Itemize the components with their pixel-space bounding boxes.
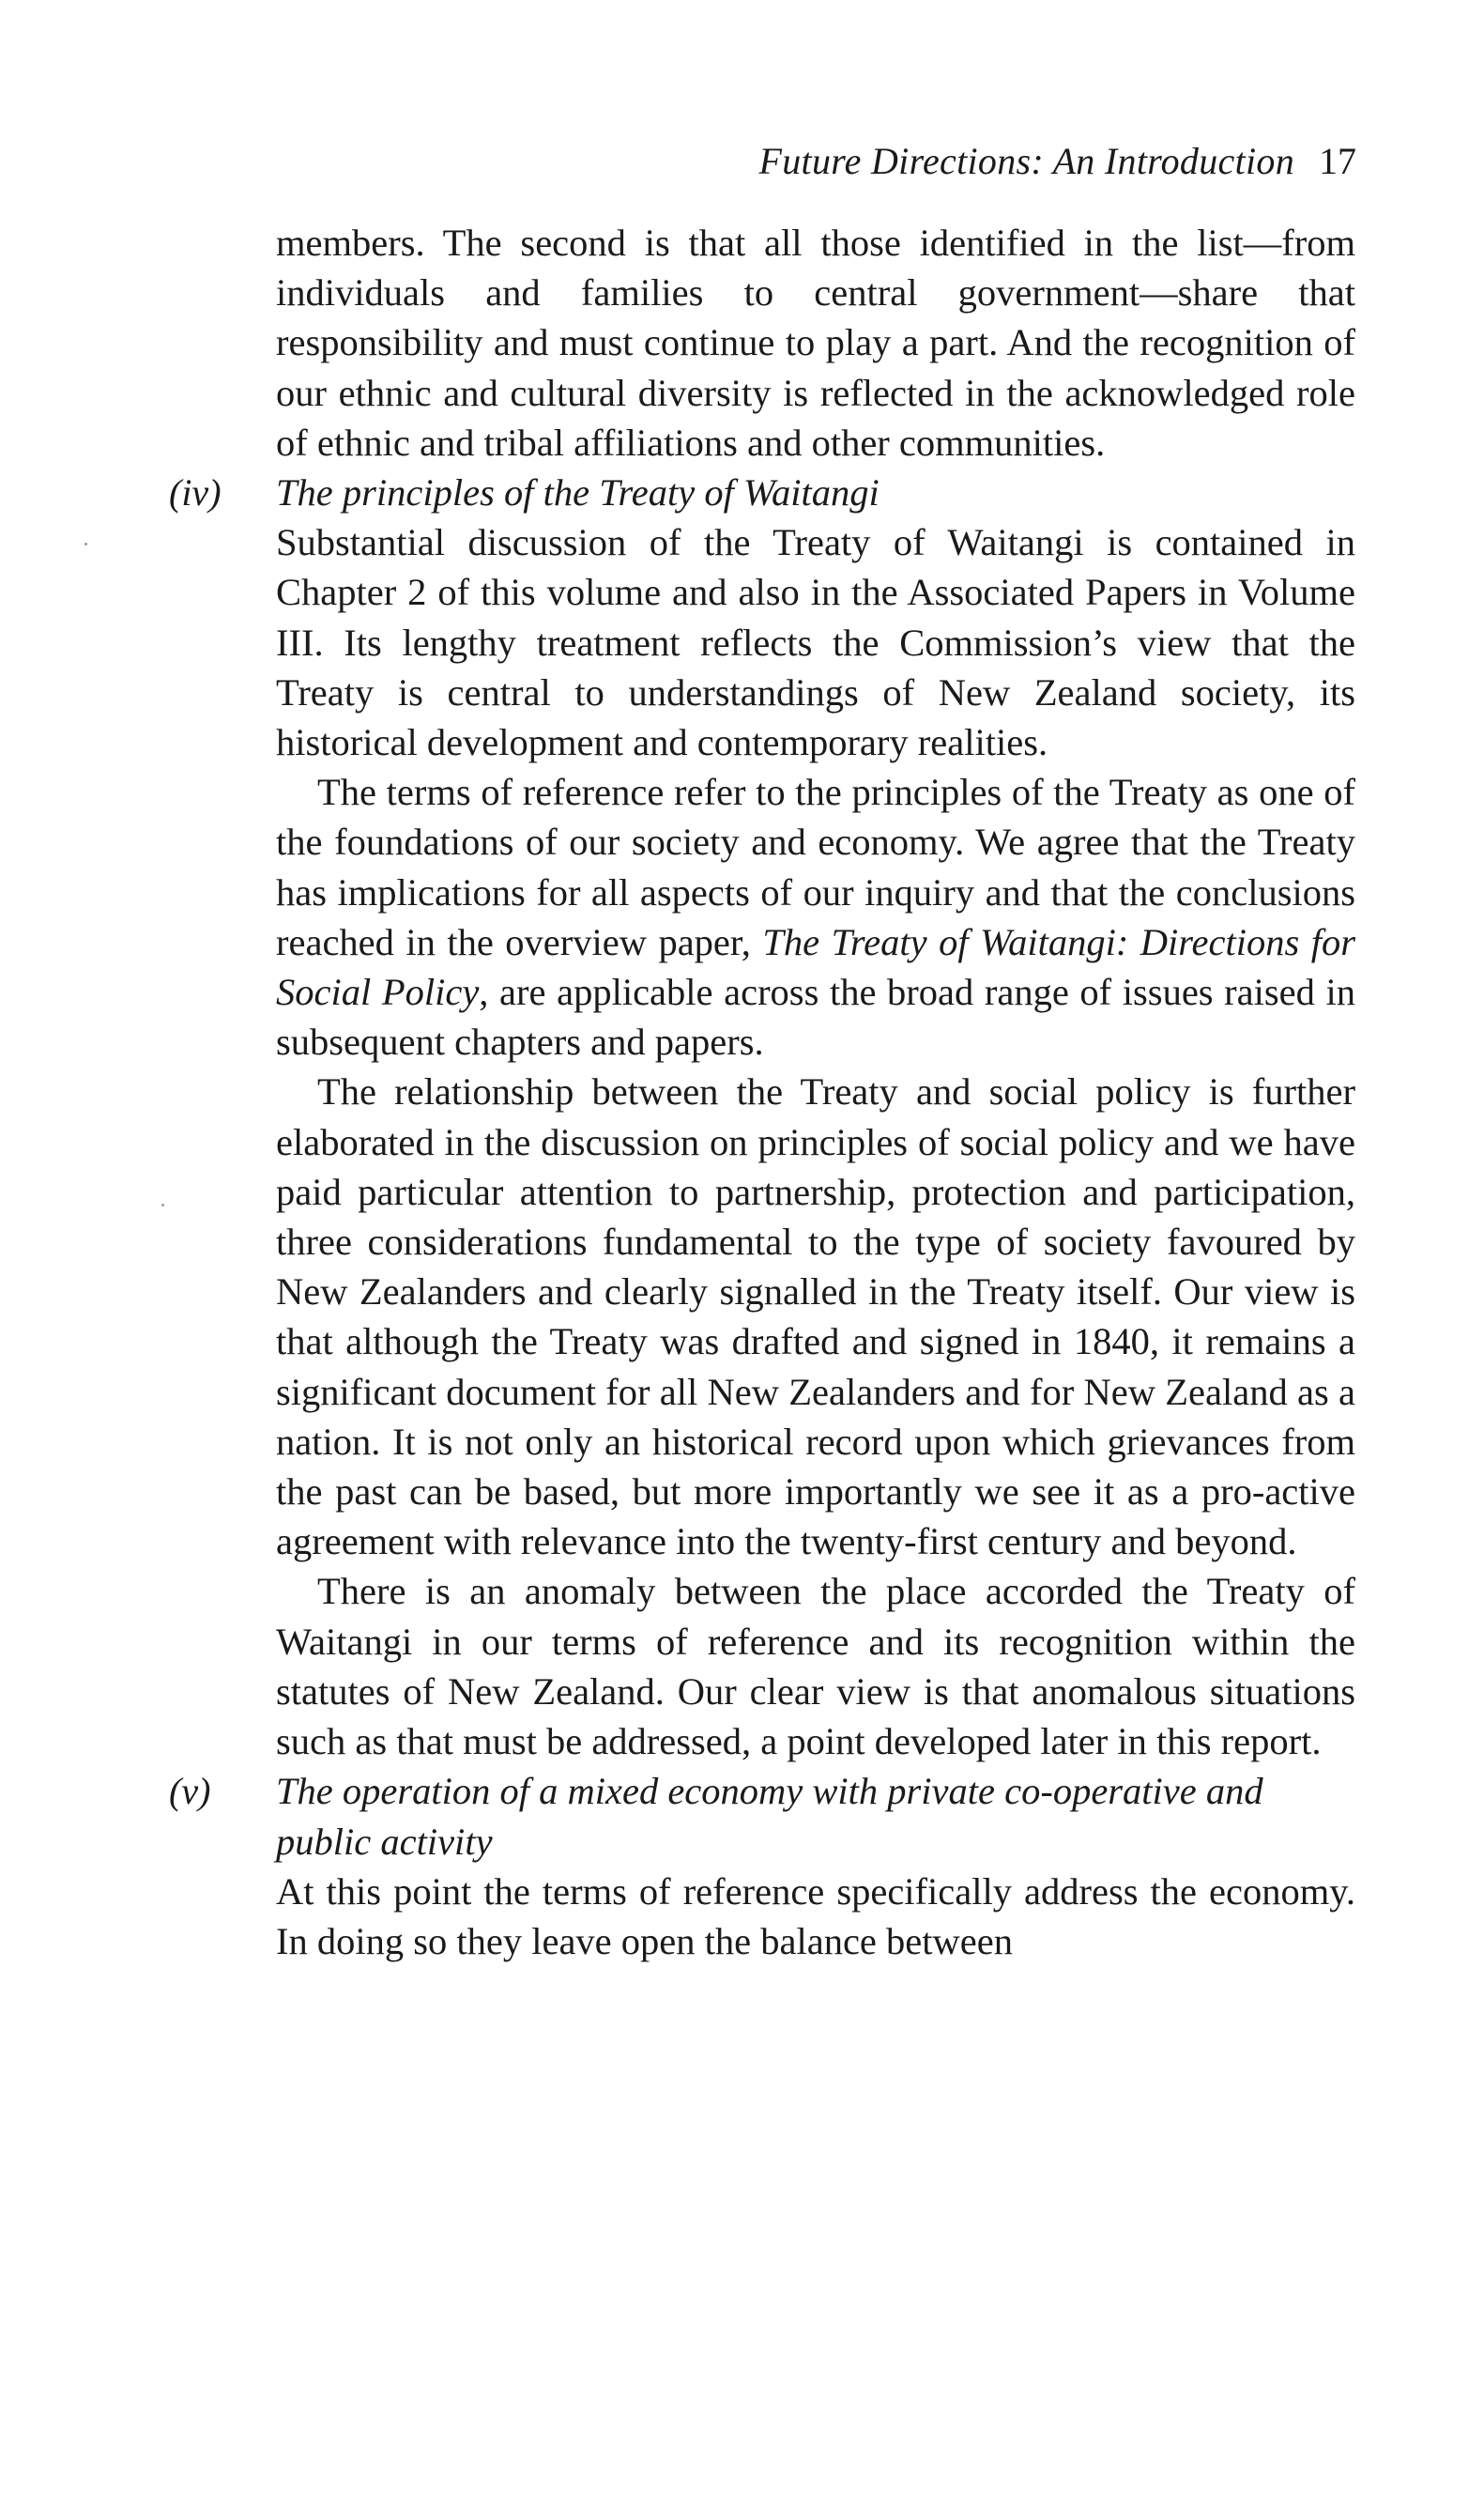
- scan-speck: [84, 543, 87, 546]
- scan-speck: [161, 1204, 164, 1206]
- section-iv-paragraph-2: [276, 767, 1355, 1067]
- page-number: 17: [1319, 140, 1356, 182]
- opening-paragraph: members. The second is that all those identified in the list—from individuals and families to central government—share that responsibility and must continue to play a part. And the recognition of our ethnic and cultural diversity is reflected in the acknowledged role of ethnic and tribal affiliations and other communities.: [276, 222, 1355, 464]
- section-iv-paragraph-1: Substantial discussion of the Treaty of Waitangi is contained in Chapter 2 of this volume and also in the Associated Papers in Volume III. Its lengthy treatment reflects the Commission’s view that the Treaty is central to understandings of New Zealand society, its historical development and contemporary realities.: [276, 521, 1355, 764]
- section-iv-paragraph-4: There is an anomaly between the place accorded the Treaty of Waitangi in our terms of reference and its recognition within the statutes of New Zealand. Our clear view is that anomalous situations such as that must be addressed, a point developed later in this report.: [276, 1570, 1355, 1763]
- section-iv-paragraph-3: The relationship between the Treaty and social policy is further elaborated in the discussion on principles of social policy and we have paid particular attention to partnership, protection and participation, three considerations fundamental to the type of society favoured by New Zealanders and clearly signalled in the Treaty itself. Our view is that although the Treaty was drafted and signed in 1840, it remains a significant document for all New Zealanders and for New Zealand as a nation. It is not only an historical record upon which grievances from the past can be based, but more importantly we see it as a pro-active agreement with relevance into the twenty-first century and beyond.: [276, 1070, 1355, 1563]
- section-v-paragraph-1: At this point the terms of reference specifically address the economy. In doing so they leave open the balance between: [276, 1869, 1355, 1962]
- running-head: [759, 139, 1357, 184]
- section-iv-number: (iv): [169, 471, 222, 515]
- body-text: [169, 218, 1355, 1966]
- section-iv: [169, 468, 1355, 1766]
- paragraph-2-text-end: , are applicable across the broad range of issues raised in subsequent chapters and papers.: [276, 971, 1355, 1064]
- running-head-title: Future Directions: An Introduction: [758, 140, 1294, 182]
- section-v-heading: The operation of a mixed economy with private co-operative and public activity: [276, 1770, 1263, 1863]
- overview-paper-title: The Treaty of Waitangi: Directions for Social Policy: [276, 920, 1355, 1014]
- section-v: [169, 1766, 1355, 1966]
- section-iv-heading: The principles of the Treaty of Waitangi: [276, 471, 880, 515]
- paragraph-2-text-start: The terms of reference refer to the principles of the Treaty as one of the foundations of our society and economy. We agree that the Treaty has implications for all aspects of our inquiry and that the conclusions reached in the overview paper,: [276, 771, 1355, 963]
- section-v-number: (v): [169, 1770, 211, 1813]
